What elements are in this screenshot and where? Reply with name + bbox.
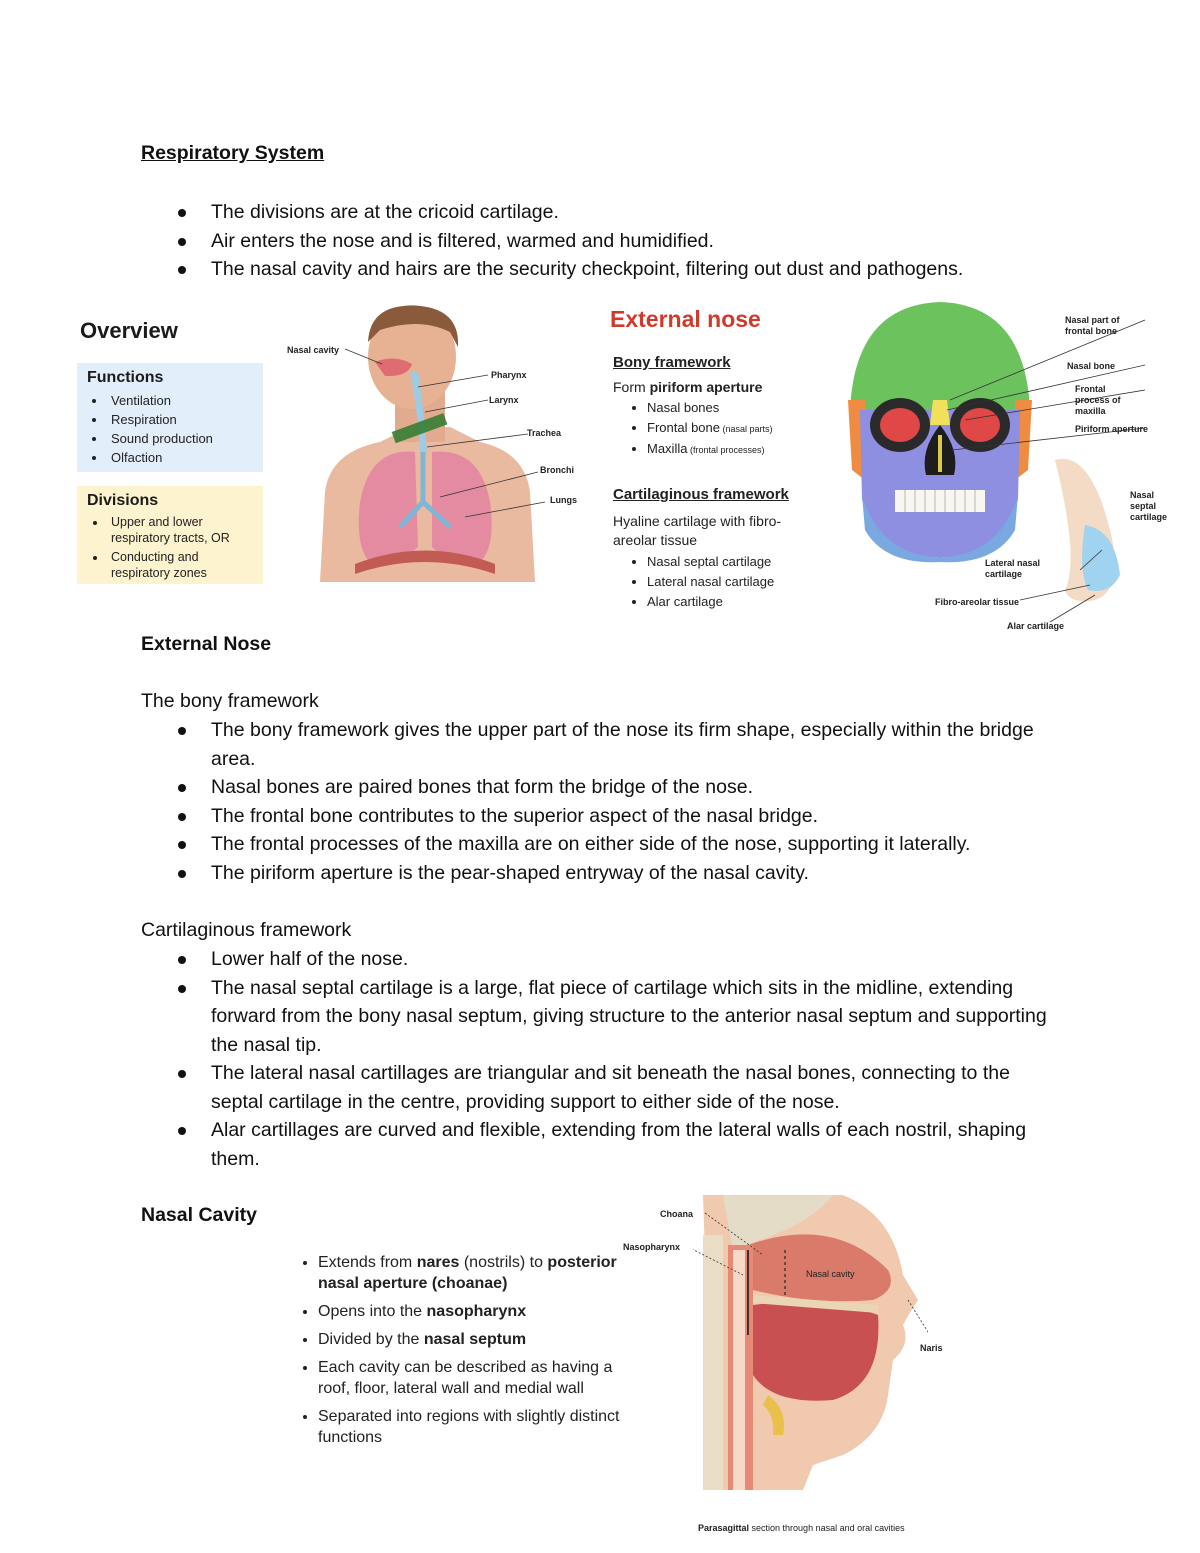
skull-illustration <box>840 300 1150 630</box>
label-nasal-cavity: Nasal cavity <box>287 345 340 355</box>
functions-title: Functions <box>87 369 164 386</box>
label-bronchi: Bronchi <box>540 465 575 475</box>
respiratory-bullet-list <box>141 198 1141 284</box>
label-naris: Naris <box>920 1343 943 1353</box>
list-item: Air enters the nose and is filtered, warmed and humidified. <box>141 227 1141 256</box>
list-item: The frontal processes of the maxilla are on either side of the nose, supporting it laterally. <box>141 830 1081 859</box>
list-item: • Nasal septal cartilage <box>647 552 774 572</box>
label-fibro-areolar-tissue: Fibro-areolar tissue <box>935 597 1020 607</box>
list-item: • Alar cartilage <box>647 592 774 612</box>
label-larynx: Larynx <box>489 395 519 405</box>
list-item: The nasal septal cartilage is a large, flat piece of cartilage which sits in the midline, extending forward from the bony nasal septum, giving structure to the anterior nasal septum and supporting the nasal tip. <box>141 974 1066 1060</box>
label-nasopharynx: Nasopharynx <box>623 1242 681 1252</box>
list-item: The piriform aperture is the pear-shaped entryway of the nasal cavity. <box>141 859 1081 888</box>
external-nose-heading: External Nose <box>141 633 272 655</box>
cartilaginous-framework-bullets <box>141 945 1066 1173</box>
list-item: • Olfaction <box>107 448 253 467</box>
label-nasal-bone: Nasal bone <box>1067 361 1116 371</box>
list-item: The divisions are at the cricoid cartilage. <box>141 198 1141 227</box>
label-frontal-process-maxilla: Frontal process of maxilla <box>1075 384 1121 416</box>
overview-figure <box>75 300 585 590</box>
list-item: • Maxilla (frontal processes) <box>647 439 773 460</box>
label-nasal-septal-cartilage: Nasal septal cartilage <box>1130 490 1168 522</box>
list-item: Alar cartillages are curved and flexible, extending from the lateral walls of each nostril, shaping them. <box>141 1116 1066 1173</box>
bony-framework-intro: Form piriform aperture <box>613 379 763 395</box>
respiratory-torso-illustration <box>300 302 585 587</box>
list-item: • Divided by the nasal septum <box>318 1329 628 1350</box>
bony-framework-title: Bony framework <box>613 354 731 371</box>
cartilaginous-framework-list <box>613 552 774 612</box>
label-piriform-aperture: Piriform aperture <box>1075 424 1149 434</box>
list-item: • Nasal bones <box>647 398 773 418</box>
respiratory-heading: Respiratory System <box>141 142 325 164</box>
list-item: The bony framework gives the upper part of the nose its firm shape, especially within the bridge area. <box>141 716 1081 773</box>
label-lungs: Lungs <box>550 495 577 505</box>
external-nose-figure <box>605 300 1168 635</box>
list-item: • Opens into the nasopharynx <box>318 1301 628 1322</box>
list-item: The nasal cavity and hairs are the security checkpoint, filtering out dust and pathogens. <box>141 255 1141 284</box>
cartilaginous-framework-title: Cartilaginous framework <box>613 486 789 503</box>
list-item: • Lateral nasal cartilage <box>647 572 774 592</box>
list-item: • Extends from nares (nostrils) to posterior nasal aperture (choanae) <box>318 1252 628 1294</box>
label-alar-cartilage: Alar cartilage <box>1007 621 1065 631</box>
divisions-box <box>77 486 263 584</box>
list-item: • Each cavity can be described as having a roof, floor, lateral wall and medial wall <box>318 1357 628 1399</box>
list-item: Lower half of the nose. <box>141 945 1066 974</box>
functions-box <box>77 363 263 472</box>
label-trachea: Trachea <box>527 428 562 438</box>
figure-caption: Parasagittal section through nasal and oral cavities <box>698 1523 905 1533</box>
label-nasal-part-frontal-bone: Nasal part of frontal bone <box>1065 315 1120 336</box>
nasal-cavity-figure-list <box>298 1252 628 1455</box>
list-item: • Ventilation <box>107 391 253 410</box>
external-nose-title: External nose <box>610 306 761 332</box>
list-item: • Upper and lower respiratory tracts, OR <box>107 514 253 546</box>
list-item: • Frontal bone (nasal parts) <box>647 418 773 439</box>
label-nasal-cavity: Nasal cavity <box>806 1269 855 1279</box>
list-item: • Conducting and respiratory zones <box>107 549 253 581</box>
label-choana: Choana <box>660 1209 694 1219</box>
list-item: The lateral nasal cartillages are triangular and sit beneath the nasal bones, connecting to the septal cartilage in the centre, providing support to either side of the nose. <box>141 1059 1066 1116</box>
list-item: • Sound production <box>107 429 253 448</box>
list-item: • Separated into regions with slightly distinct functions <box>318 1406 628 1448</box>
cartilaginous-framework-subheading: Cartilaginous framework <box>141 919 352 941</box>
parasagittal-section-illustration <box>693 1195 928 1490</box>
list-item: Nasal bones are paired bones that form the bridge of the nose. <box>141 773 1081 802</box>
list-item: The frontal bone contributes to the superior aspect of the nasal bridge. <box>141 802 1081 831</box>
bony-framework-subheading: The bony framework <box>141 690 319 712</box>
label-pharynx: Pharynx <box>491 370 527 380</box>
overview-title: Overview <box>80 318 178 343</box>
list-item: • Respiration <box>107 410 253 429</box>
bony-framework-bullets <box>141 716 1081 887</box>
cartilaginous-framework-intro: Hyaline cartilage with fibro-areolar tissue <box>613 513 782 548</box>
label-lateral-nasal-cartilage: Lateral nasal cartilage <box>985 558 1041 579</box>
nasal-cavity-heading: Nasal Cavity <box>141 1204 257 1226</box>
bony-framework-list <box>613 398 773 460</box>
nasal-cavity-figure <box>618 1195 948 1540</box>
divisions-title: Divisions <box>87 492 159 509</box>
